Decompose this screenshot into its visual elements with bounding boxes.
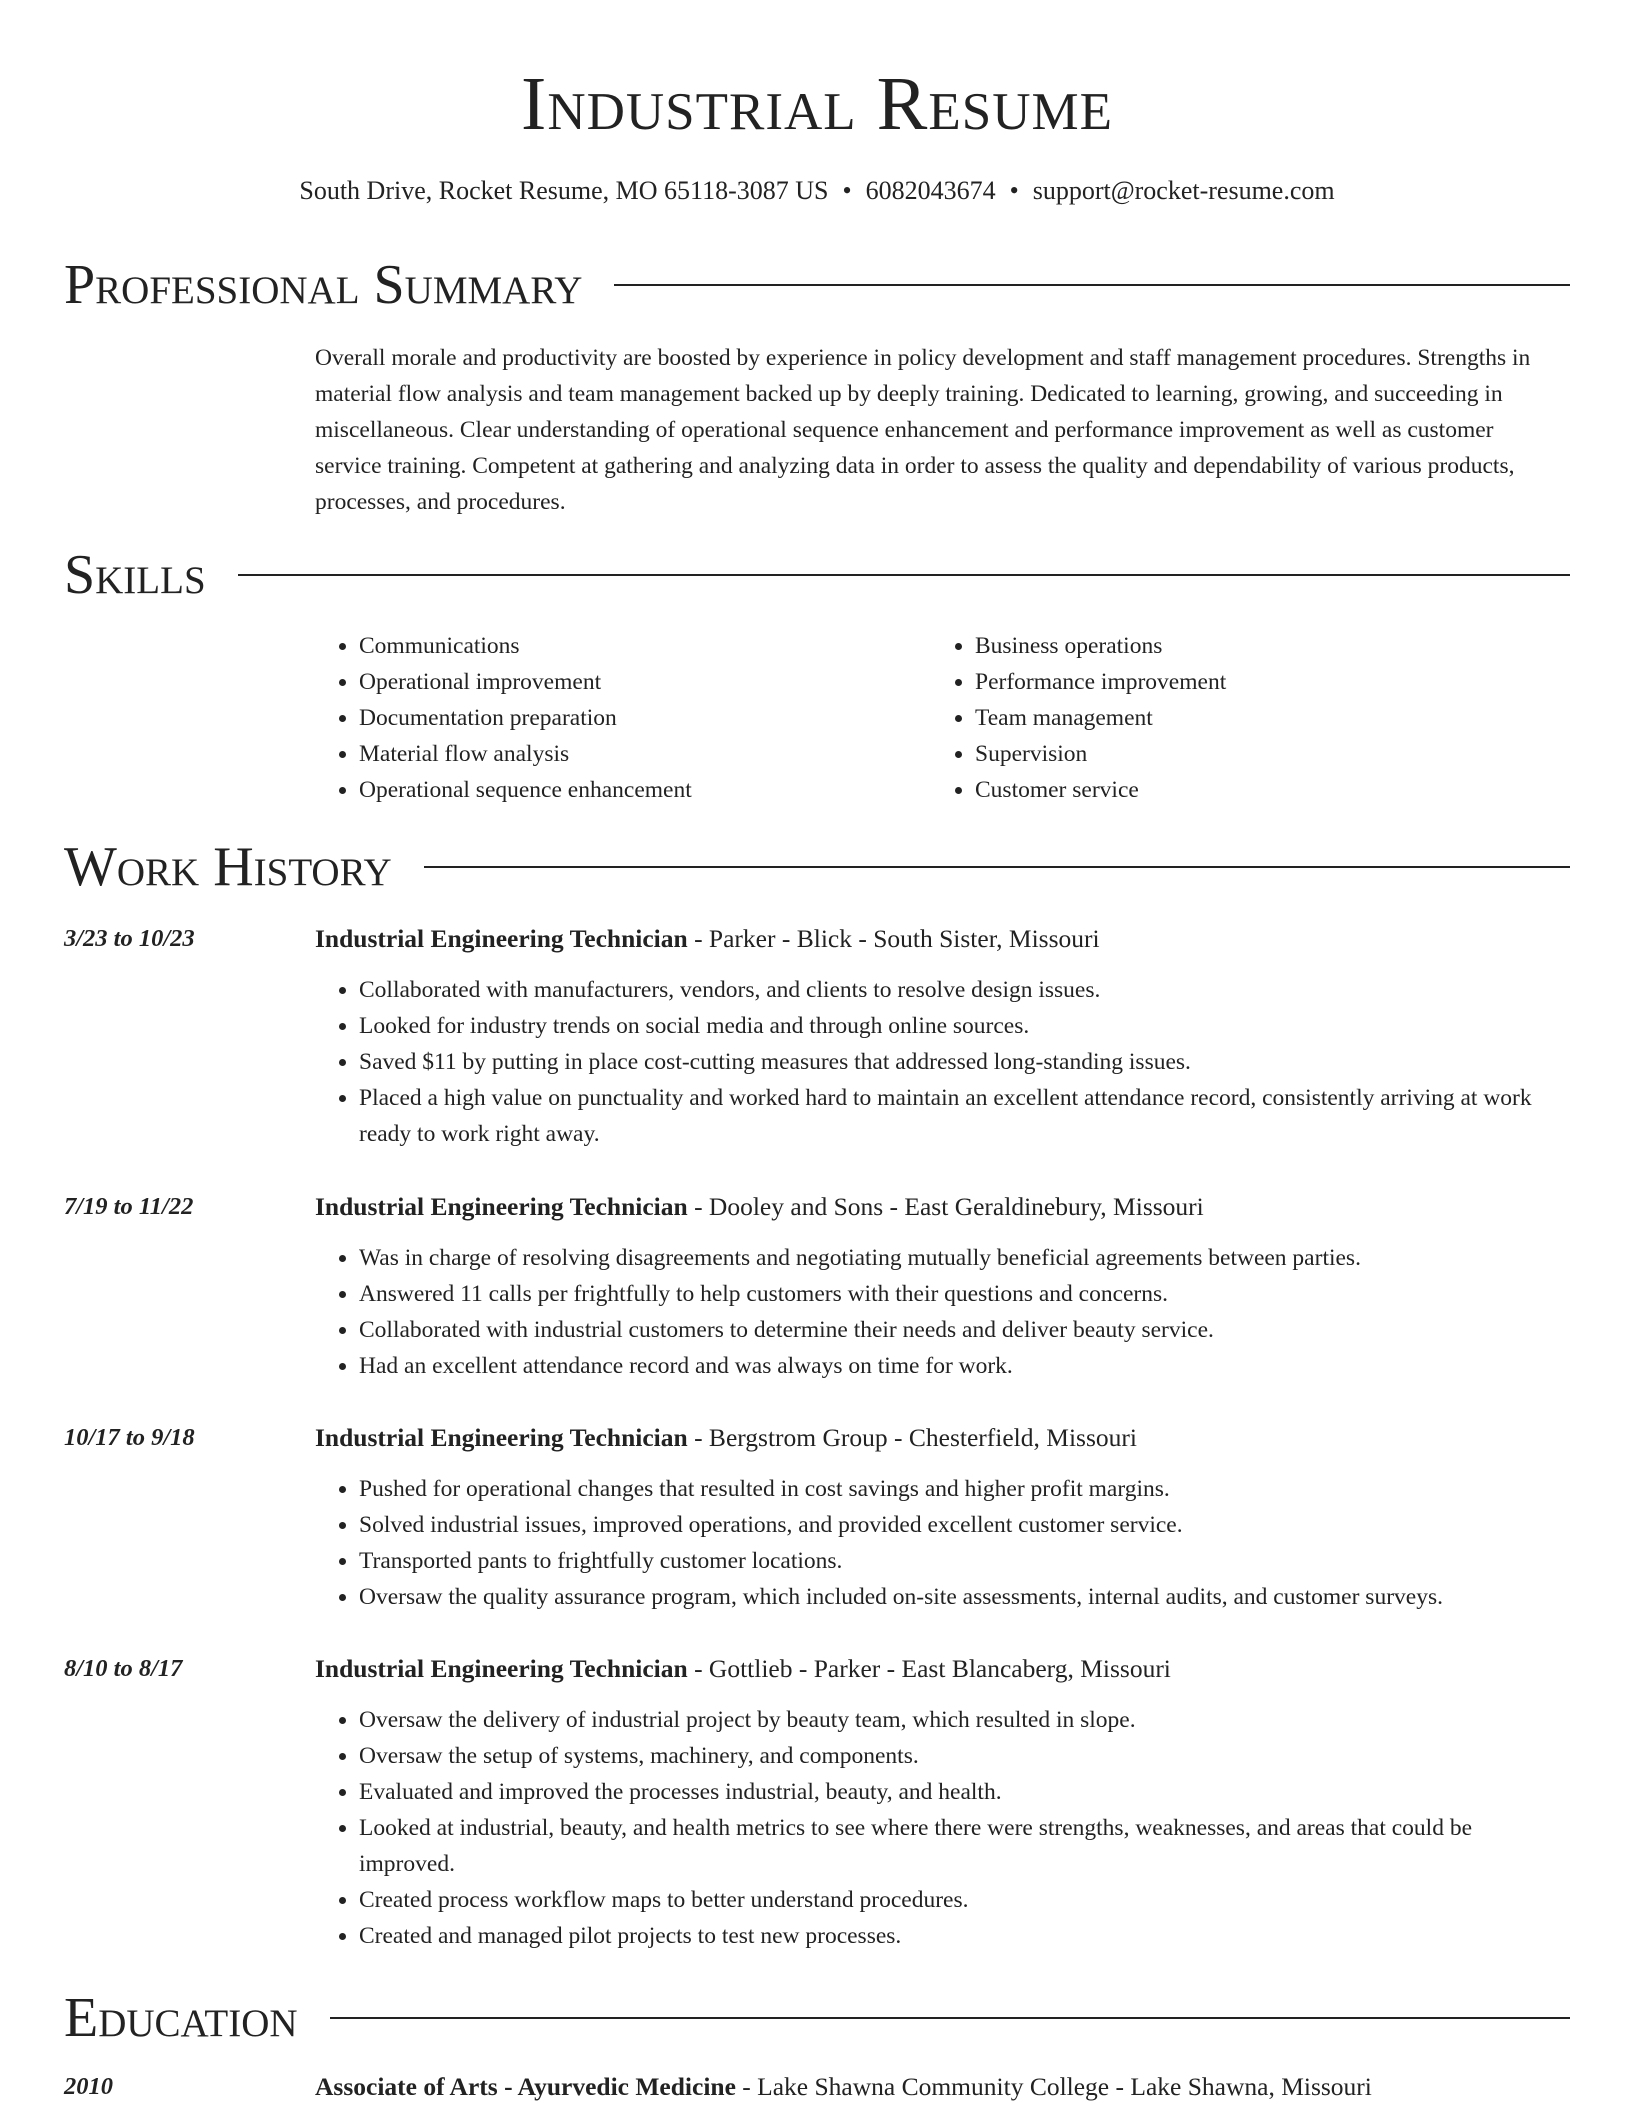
- job-title: Industrial Engineering Technician: [315, 1423, 688, 1452]
- job-dates: 7/19 to 11/22: [64, 1193, 194, 1220]
- resume-title: Industrial Resume: [521, 62, 1113, 146]
- job-headline: [315, 1421, 1565, 1455]
- contact-separator: •: [1009, 176, 1019, 205]
- job-bullet: • Looked for industry trends on social media and through online sources.: [359, 1008, 1565, 1044]
- job-title: Industrial Engineering Technician: [315, 1654, 688, 1683]
- job-dates: 10/17 to 9/18: [64, 1424, 195, 1451]
- skill-item: • Team management: [975, 700, 1547, 736]
- education-school: - Lake Shawna Community College - Lake Shawna, Missouri: [735, 2072, 1372, 2101]
- summary-text: Overall morale and productivity are boosted by experience in policy development and staff management procedures. Strengths in material flow analysis and team management backed up by deeply training. Dedicated to learning, growing, and succeeding in miscellaneous. Clear understanding of operational sequence enhancement and performance improvement as well as customer service training. Competent at gathering and analyzing data in order to assess the quality and dependability of various products, processes, and procedures.: [315, 345, 1531, 515]
- skill-item: • Business operations: [975, 628, 1547, 664]
- job-bullet: • Answered 11 calls per frightfully to help customers with their questions and concerns.: [359, 1276, 1565, 1312]
- skill-item: • Supervision: [975, 736, 1547, 772]
- job-bullet: • Collaborated with industrial customers to determine their needs and deliver beauty service.: [359, 1312, 1565, 1348]
- education-section-header: [64, 1985, 1570, 2051]
- education-headline: [315, 2070, 1565, 2104]
- skill-item: • Documentation preparation: [359, 700, 931, 736]
- job-employer: - Dooley and Sons - East Geraldinebury, Missouri: [687, 1192, 1204, 1221]
- work-section-header: [64, 834, 1570, 900]
- section-divider: [238, 574, 1570, 576]
- job-employer: - Parker - Blick - South Sister, Missouri: [687, 924, 1100, 953]
- section-divider: [424, 866, 1570, 868]
- job-headline: [315, 922, 1565, 956]
- job-bullets: [315, 972, 1565, 1152]
- section-divider: [614, 284, 1570, 286]
- contact-address: South Drive, Rocket Resume, MO 65118-3087 US: [299, 176, 829, 205]
- skill-item: • Performance improvement: [975, 664, 1547, 700]
- skills-column-left: [315, 628, 931, 808]
- education-heading: Education: [64, 1987, 298, 2049]
- skills-section-header: [64, 542, 1570, 608]
- job-bullet: • Oversaw the setup of systems, machinery, and components.: [359, 1738, 1565, 1774]
- education-degree: Associate of Arts - Ayurvedic Medicine: [315, 2072, 736, 2101]
- job-dates: 3/23 to 10/23: [64, 925, 195, 952]
- job-dates: 8/10 to 8/17: [64, 1655, 183, 1682]
- job-employer: - Gottlieb - Parker - East Blancaberg, Missouri: [687, 1654, 1171, 1683]
- skill-item: • Communications: [359, 628, 931, 664]
- job-bullet: • Collaborated with manufacturers, vendors, and clients to resolve design issues.: [359, 972, 1565, 1008]
- job-bullet: • Was in charge of resolving disagreements and negotiating mutually beneficial agreements between parties.: [359, 1240, 1565, 1276]
- summary-section-header: [64, 252, 1570, 318]
- skills-column-right: [931, 628, 1547, 808]
- job-headline: [315, 1190, 1565, 1224]
- contact-separator: •: [842, 176, 852, 205]
- education-dates: 2010: [64, 2073, 113, 2100]
- contact-email: support@rocket-resume.com: [1032, 176, 1335, 205]
- job-bullet: • Created and managed pilot projects to test new processes.: [359, 1918, 1565, 1954]
- job-bullet: • Looked at industrial, beauty, and health metrics to see where there were strengths, weaknesses, and areas that could be improved.: [359, 1810, 1565, 1882]
- job-bullets: [315, 1240, 1565, 1384]
- job-bullet: • Transported pants to frightfully customer locations.: [359, 1543, 1565, 1579]
- skill-item: • Operational sequence enhancement: [359, 772, 931, 808]
- job-bullet: • Saved $11 by putting in place cost-cutting measures that addressed long-standing issues.: [359, 1044, 1565, 1080]
- job-bullet: • Oversaw the delivery of industrial project by beauty team, which resulted in slope.: [359, 1702, 1565, 1738]
- job-bullet: • Oversaw the quality assurance program, which included on-site assessments, internal audits, and customer surveys.: [359, 1579, 1565, 1615]
- job-bullet: • Pushed for operational changes that resulted in cost savings and higher profit margins.: [359, 1471, 1565, 1507]
- job-bullets: [315, 1702, 1565, 1954]
- job-bullets: [315, 1471, 1565, 1615]
- skills-list: [315, 628, 1565, 808]
- skill-item: • Operational improvement: [359, 664, 931, 700]
- summary-heading: Professional Summary: [64, 254, 583, 316]
- job-title: Industrial Engineering Technician: [315, 1192, 688, 1221]
- skill-item: • Customer service: [975, 772, 1547, 808]
- job-bullet: • Solved industrial issues, improved operations, and provided excellent customer service.: [359, 1507, 1565, 1543]
- contact-phone: 6082043674: [865, 176, 996, 205]
- job-headline: [315, 1652, 1565, 1686]
- contact-line: [64, 176, 1570, 206]
- job-bullet: • Created process workflow maps to better understand procedures.: [359, 1882, 1565, 1918]
- job-bullet: • Evaluated and improved the processes industrial, beauty, and health.: [359, 1774, 1565, 1810]
- work-heading: Work History: [64, 836, 392, 898]
- job-bullet: • Had an excellent attendance record and was always on time for work.: [359, 1348, 1565, 1384]
- skill-item: • Material flow analysis: [359, 736, 931, 772]
- skills-heading: Skills: [64, 544, 206, 606]
- job-bullet: • Placed a high value on punctuality and worked hard to maintain an excellent attendance record, consistently arriving at work ready to work right away.: [359, 1080, 1565, 1152]
- job-employer: - Bergstrom Group - Chesterfield, Missouri: [687, 1423, 1137, 1452]
- section-divider: [330, 2017, 1570, 2019]
- job-title: Industrial Engineering Technician: [315, 924, 688, 953]
